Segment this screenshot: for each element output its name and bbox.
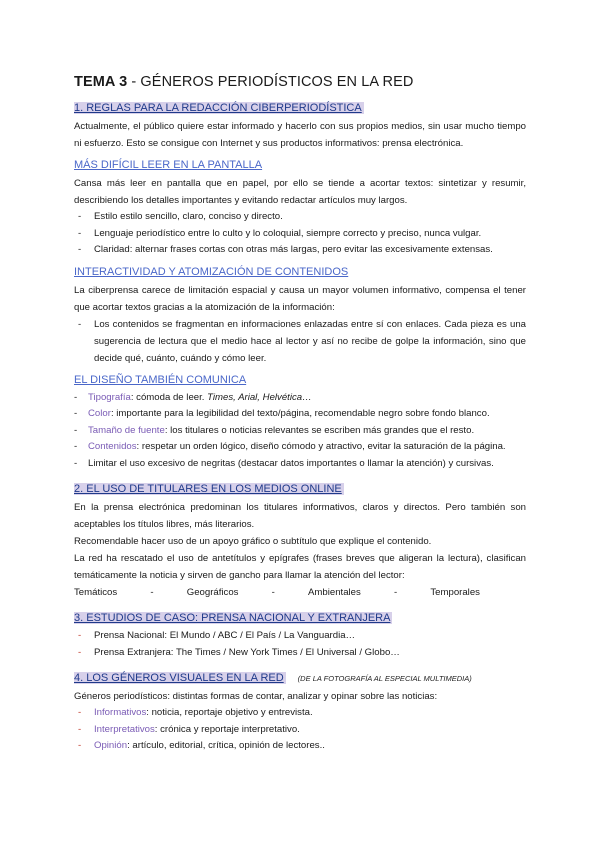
- design-list: [74, 390, 526, 473]
- section-2-heading-text: 2. EL USO DE TITULARES EN LOS MEDIOS ONLINE: [74, 483, 342, 495]
- screen-list: [74, 209, 526, 259]
- list-item: - Tipografía: cómoda de leer. Times, Arial, Helvética…: [74, 391, 312, 403]
- list-item: - Claridad: alternar frases cortas con otras más largas, pero evitar las excesivamente extensas.: [78, 244, 493, 255]
- page-title: [74, 74, 526, 90]
- section-4-heading: [74, 672, 526, 684]
- interactivity-list: [74, 316, 526, 367]
- title-rest: - GÉNEROS PERIODÍSTICOS EN LA RED: [127, 74, 414, 90]
- section-4-subtitle: (DE LA FOTOGRAFÍA AL ESPECIAL MULTIMEDIA): [297, 674, 472, 683]
- subsection-interactivity-heading: INTERACTIVIDAD Y ATOMIZACIÓN DE CONTENIDOS: [74, 265, 349, 278]
- list-item: - Limitar el uso excesivo de negritas (destacar datos importantes o llamar la atención) y cursivas.: [74, 457, 494, 469]
- list-item: - Prensa Nacional: El Mundo / ABC / El País / La Vanguardia…: [78, 630, 356, 641]
- list-item: - Color: importante para la legibilidad del texto/página, recomendable negro sobre fondo blanco.: [74, 408, 490, 419]
- section-3-heading: [74, 612, 526, 624]
- press-list: [74, 628, 526, 661]
- subsection-screen-heading: MÁS DIFÍCIL LEER EN LA PANTALLA: [74, 159, 263, 171]
- list-item: - Lenguaje periodístico entre lo culto y lo coloquial, siempre correcto y preciso, nunca vulgar.: [78, 227, 482, 239]
- section-1-text: Actualmente, el público quiere estar informado y hacerlo con sus propios medios, sin usar mucho tiempo ni esfuerzo. Esto se consigue con Internet y sus productos informativos: prensa electrónica.: [74, 121, 526, 149]
- title-bold: TEMA 3: [74, 74, 128, 90]
- section-4-heading-text: 4. LOS GÉNEROS VISUALES EN LA RED: [74, 672, 284, 684]
- list-item: - Prensa Extranjera: The Times / New York Times / El Universal / Globo…: [78, 646, 400, 658]
- list-item: - Los contenidos se fragmentan en informaciones enlazadas entre sí con enlaces. Cada pieza es una sugerencia de lectura que el medio hace al lector y así no recibe de golpe la información, sino que decide qué, cuánto, cuándo y cómo leer.: [78, 318, 526, 364]
- list-item: - Informativos: noticia, reportaje objetivo y entrevista.: [78, 707, 313, 718]
- section-1-heading-text: 1. REGLAS PARA LA REDACCIÓN CIBERPERIODÍSTICA: [74, 102, 362, 114]
- list-item: - Contenidos: respetar un orden lógico, diseño cómodo y atractivo, evitar la saturación de la página.: [74, 441, 506, 452]
- section-2-p2: Recomendable hacer uso de un apoyo gráfico o subtítulo que explique el contenido.: [74, 536, 432, 547]
- genres-list: [74, 705, 526, 755]
- list-item: - Opinión: artículo, editorial, crítica, opinión de lectores..: [78, 740, 325, 751]
- subsection-interactivity-text: La ciberprensa carece de limitación espacial y causa un mayor volumen informativo, compensa el tener que acortar textos gracias a la atomización de la información:: [74, 284, 526, 313]
- subsection-design-heading: EL DISEÑO TAMBIÉN COMUNICA: [74, 373, 247, 386]
- section-2-heading: [74, 483, 526, 495]
- list-item: - Estilo estilo sencillo, claro, conciso y directo.: [78, 211, 283, 222]
- title-categories: Temáticos - Geográficos - Ambientales - Temporales: [74, 587, 480, 598]
- section-3-heading-text: 3. ESTUDIOS DE CASO: PRENSA NACIONAL Y EXTRANJERA: [74, 612, 391, 624]
- list-item: - Tamaño de fuente: los titulares o noticias relevantes se escriben más grandes que el resto.: [74, 424, 475, 436]
- section-2-p1: En la prensa electrónica predominan los titulares informativos, claros y directos. Pero también son aceptables los títulos libres, más literarios.: [74, 502, 526, 530]
- subsection-screen-text: Cansa más leer en pantalla que en papel, por ello se tiende a acortar textos: sintetizar y resumir, describiendo los detalles importantes y evitando redactar artículos muy largos.: [74, 178, 526, 206]
- list-item: - Interpretativos: crónica y reportaje interpretativo.: [78, 723, 300, 735]
- document-page: [74, 74, 526, 755]
- section-1-heading: [74, 102, 526, 114]
- section-2-p3: La red ha rescatado el uso de antetítulos y epígrafes (frases breves que aligeran la lectura), clasifican temáticamente la noticia y sirven de gancho para llamar la atención del lector:: [74, 553, 526, 581]
- section-4-text: Géneros periodísticos: distintas formas de contar, analizar y opinar sobre las noticias:: [74, 691, 438, 702]
